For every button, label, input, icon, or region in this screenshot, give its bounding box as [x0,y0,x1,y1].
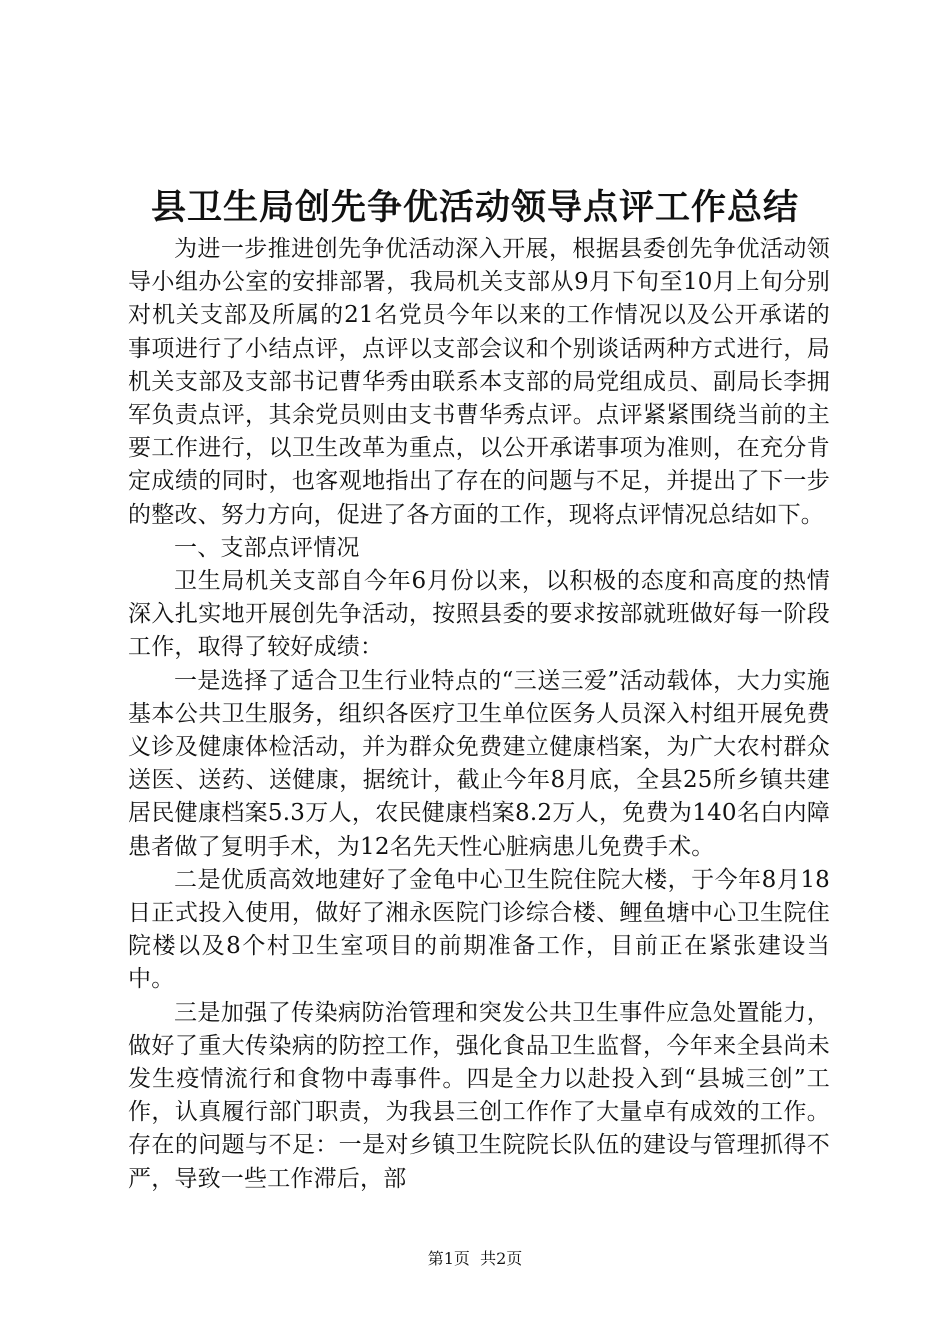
page-number: 第1页 [427,1249,470,1268]
body-paragraph: 二是优质高效地建好了金龟中心卫生院住院大楼，于今年8月18日正式投入使用，做好了湘永医院门诊综合楼、鲤鱼塘中心卫生院住院楼以及8个村卫生室项目的前期准备工作，目前正在紧张建设当中。 [128,866,830,993]
body-paragraph: 一是选择了适合卫生行业特点的“三送三爱”活动载体，大力实施基本公共卫生服务，组织各医疗卫生单位医务人员深入村组开展免费义诊及健康体检活动，并为群众免费建立健康档案，为广大农村群众送医、送药、送健康，据统计，截止今年8月底，全县25所乡镇共建居民健康档案5.3万人，农民健康档案8.2万人，免费为140名白内障患者做了复明手术，为12名先天性心脏病患儿免费手术。 [128,667,830,860]
page-total: 共2页 [480,1249,523,1268]
document-title: 县卫生局创先争优活动领导点评工作总结 [150,187,799,228]
page-footer [0,1249,950,1269]
body-paragraph: 三是加强了传染病防治管理和突发公共卫生事件应急处置能力，做好了重大传染病的防控工作，强化食品卫生监督，今年来全县尚未发生疫情流行和食物中毒事件。四是全力以赴投入到“县城三创”工作，认真履行部门职责，为我县三创工作作了大量卓有成效的工作。存在的问题与不足：一是对乡镇卫生院院长队伍的建设与管理抓得不严，导致一些工作滞后，部 [128,999,830,1192]
body-paragraph: 卫生局机关支部自今年6月份以来，以积极的态度和高度的热情深入扎实地开展创先争活动，按照县委的要求按部就班做好每一阶段工作，取得了较好成绩： [128,568,830,661]
document-body [128,233,830,1196]
section-heading: 一、支部点评情况 [174,534,360,561]
intro-paragraph: 为进一步推进创先争优活动深入开展，根据县委创先争优活动领导小组办公室的安排部署，我局机关支部从9月下旬至10月上旬分别对机关支部及所属的21名党员今年以来的工作情况以及公开承诺的事项进行了小结点评，点评以支部会议和个别谈话两种方式进行，局机关支部及支部书记曹华秀由联系本支部的局党组成员、副局长李拥军负责点评，其余党员则由支书曹华秀点评。点评紧紧围绕当前的主要工作进行，以卫生改革为重点，以公开承诺事项为准则，在充分肯定成绩的同时，也客观地指出了存在的问题与不足，并提出了下一步的整改、努力方向，促进了各方面的工作，现将点评情况总结如下。 [128,236,830,528]
